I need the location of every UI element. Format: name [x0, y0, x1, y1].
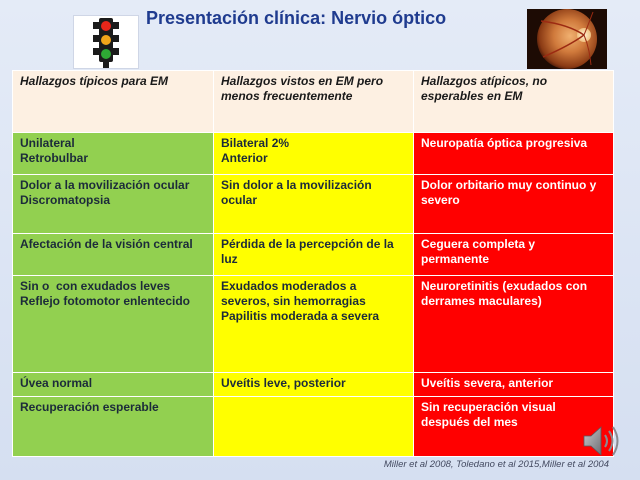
cell-less-frequent — [214, 133, 414, 175]
traffic-light-icon — [73, 15, 139, 69]
cell-text: Sin dolor a la movilización ocular — [221, 178, 376, 207]
cell-text: Sin o con exudados leves — [20, 279, 171, 293]
cell-less-frequent — [214, 276, 414, 373]
header-row — [13, 71, 614, 133]
cell-atypical — [414, 133, 614, 175]
cell-text: Papilitis moderada a severa — [221, 309, 380, 323]
cell-typical — [13, 175, 214, 234]
cell-atypical — [414, 175, 614, 234]
findings-table — [12, 70, 614, 457]
cell-less-frequent — [214, 175, 414, 234]
cell-typical — [13, 397, 214, 457]
cell-text: Sin recuperación visual después del mes — [421, 400, 560, 429]
cell-text: Anterior — [221, 151, 268, 165]
table-row — [13, 234, 614, 276]
cell-text: Neuropatía óptica progresiva — [421, 136, 588, 150]
cell-text: Afectación de la visión central — [20, 237, 193, 251]
cell-atypical — [414, 373, 614, 397]
retina-fundus-image — [527, 9, 607, 69]
cell-text: Uveítis leve, posterior — [221, 376, 346, 390]
cell-text: Dolor orbitario muy continuo y severo — [421, 178, 600, 207]
cell-text: Reflejo fotomotor enlentecido — [20, 294, 191, 308]
cell-text: Recuperación esperable — [20, 400, 159, 414]
cell-text: Unilateral — [20, 136, 75, 150]
table-row — [13, 373, 614, 397]
cell-atypical — [414, 276, 614, 373]
header-typical: Hallazgos típicos para EM — [13, 71, 214, 133]
cell-atypical — [414, 234, 614, 276]
cell-text: Bilateral 2% — [221, 136, 290, 150]
cell-text: Pérdida de la percepción de la luz — [221, 237, 398, 266]
cell-typical — [13, 234, 214, 276]
citation: Miller et al 2008, Toledano et al 2015,Miller et al 2004 — [383, 459, 609, 470]
cell-text: Uveítis severa, anterior — [421, 376, 554, 390]
cell-typical — [13, 276, 214, 373]
cell-typical — [13, 373, 214, 397]
cell-text: Dolor a la movilización ocular — [20, 178, 190, 192]
cell-text: Ceguera completa y permanente — [421, 237, 539, 266]
cell-less-frequent — [214, 373, 414, 397]
header-less-frequent: Hallazgos vistos en EM pero menos frecuentemente — [214, 71, 414, 133]
table-row — [13, 175, 614, 234]
cell-less-frequent — [214, 234, 414, 276]
cell-less-frequent — [214, 397, 414, 457]
cell-typical — [13, 133, 214, 175]
header-atypical: Hallazgos atípicos, no esperables en EM — [414, 71, 614, 133]
cell-text: Exudados moderados a severos, sin hemorragias — [221, 279, 366, 308]
slide-title: Presentación clínica: Nervio óptico — [146, 8, 447, 28]
cell-text: Úvea normal — [20, 376, 93, 390]
table-row — [13, 133, 614, 175]
cell-text: Retrobulbar — [20, 151, 89, 165]
table-row — [13, 397, 614, 457]
speaker-icon[interactable] — [580, 423, 624, 459]
cell-text: Discromatopsia — [20, 193, 111, 207]
cell-text: Neuroretinitis (exudados con derrames maculares) — [421, 279, 591, 308]
table-row — [13, 276, 614, 373]
